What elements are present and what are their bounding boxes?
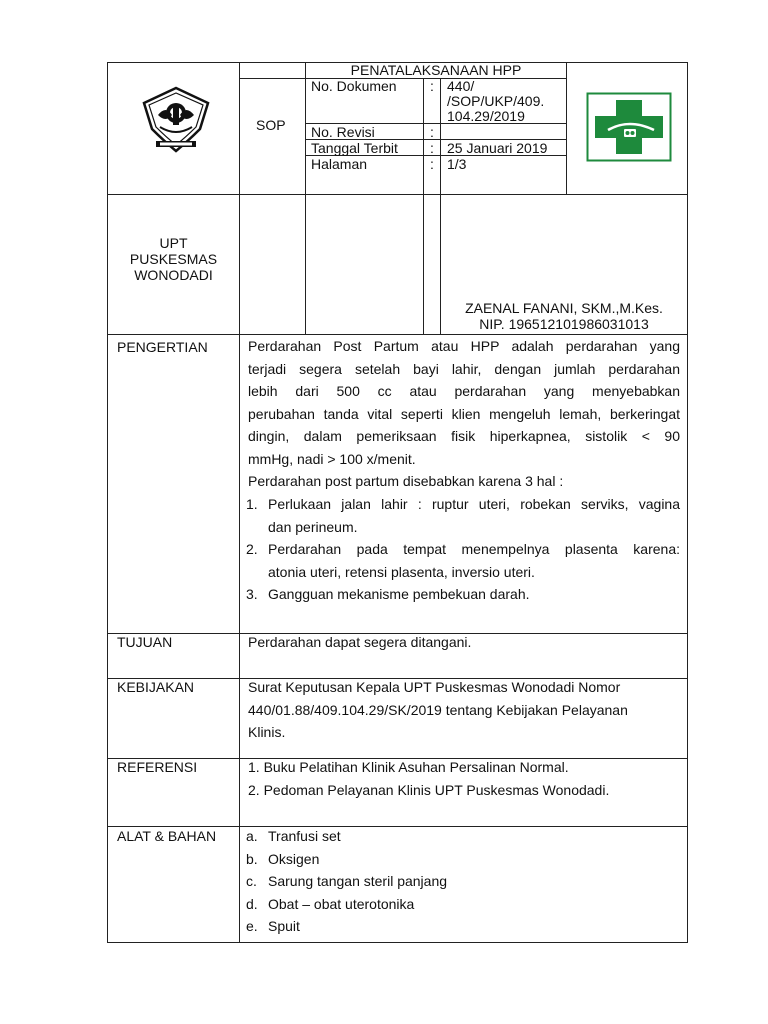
tujuan-text: Perdarahan dapat segera ditangani. [248,634,472,650]
list-item [246,870,680,893]
field-colon: : [430,156,434,172]
list-item-text: Sarung tangan steril panjang [268,873,448,889]
label-column-divider [239,334,240,943]
list-item [246,915,680,938]
field-colon: : [430,78,434,94]
list-item: 2. Pedoman Pelayanan Klinis UPT Puskesmas Wonodadi. [248,781,610,798]
field-label-no-dokumen: No. Dokumen [311,78,397,94]
list-item-text: Oksigen [268,850,320,867]
section-label-kebijakan: KEBIJAKAN [117,679,195,695]
section-label-alat-bahan: ALAT & BAHAN [117,828,217,844]
pengertian-line: mmHg, nadi > 100 x/menit. [248,450,416,467]
title-underline [239,78,566,79]
field-label-halaman: Halaman [311,156,368,172]
kebijakan-line: Klinis. [248,724,286,740]
referensi-list [248,756,680,801]
field-value-no-dokumen-line3: 104.29/2019 [447,108,525,124]
section-label-tujuan: TUJUAN [117,634,173,650]
pengertian-paragraph [248,335,680,493]
header-divider-2 [305,62,306,334]
kebijakan-paragraph [248,676,680,744]
field-value-halaman: 1/3 [447,156,467,172]
list-item-letter: c. [246,873,257,889]
field-label-no-revisi: No. Revisi [311,124,375,140]
list-item-letter: b. [246,850,258,867]
pengertian-line: terjadi segera setelah bayi lahir, dengan jumlah perdarahan [248,360,680,377]
list-item-text: Perlukaan jalan lahir : ruptur uteri, robekan serviks, vagina [268,496,680,512]
regency-emblem-logo [136,85,216,157]
signatory-name: ZAENAL FANANI, SKM.,M.Kes. [465,300,663,316]
field-colon: : [430,124,434,140]
header-divider-1 [239,62,240,334]
institution-line-2: PUSKESMAS [129,251,218,267]
list-item-letter: e. [246,918,258,934]
document-title: PENATALAKSANAAN HPP [350,62,522,78]
row-line-institution [107,194,688,195]
pengertian-causes-intro: Perdarahan post partum disebabkan karena 3 hal : [248,473,564,489]
section-label-pengertian: PENGERTIAN [117,339,208,355]
list-item [246,538,680,583]
table-border-bottom [107,942,688,943]
list-item-text: Perdarahan pada tempat menempelnya plasenta karena: [268,541,680,557]
list-item [246,848,680,871]
field-value-tanggal-terbit: 25 Januari 2019 [447,140,548,156]
list-item [246,825,680,848]
pengertian-line: dingin, dalam pemeriksaan fisik hiperkapnea, sistolik < 90 [248,428,680,444]
pengertian-line: perubahan tanda vital seperti klien mengeluh lemah, berkeringat [248,405,680,422]
list-item-letter: d. [246,895,258,912]
header-divider-4 [440,78,441,334]
list-item-number: 1. [246,496,258,512]
list-item-letter: a. [246,828,258,844]
field-colon: : [430,140,434,156]
kebijakan-line: Surat Keputusan Kepala UPT Puskesmas Wonodadi Nomor [248,679,621,695]
list-item-text: Gangguan mekanisme pembekuan darah. [268,586,530,602]
pengertian-line: lebih dari 500 cc atau perdarahan yang menyebabkan [248,383,680,399]
list-item: 1. Buku Pelatihan Klinik Asuhan Persalinan Normal. [248,759,569,775]
list-item [246,583,680,606]
list-item [246,493,680,538]
pengertian-line: Perdarahan Post Partum atau HPP adalah perdarahan yang [248,338,680,354]
list-item-number: 3. [246,586,258,602]
header-divider-3 [423,78,424,334]
signatory-nip: NIP. 196512101986031013 [479,316,649,332]
kebijakan-line: 440/01.88/409.104.29/SK/2019 tentang Kebijakan Pelayanan [248,701,628,718]
field-value-no-dokumen-line2: /SOP/UKP/409. [447,93,545,109]
list-item-number: 2. [246,541,258,557]
list-item-text: atonia uteri, retensi plasenta, inversio uteri. [268,563,535,580]
header-divider-5 [566,62,567,194]
list-item-text: Obat – obat uterotonika [268,895,415,912]
institution-line-1: UPT [159,235,188,251]
field-value-no-dokumen-line1: 440/ [447,78,475,94]
field-label-tanggal-terbit: Tanggal Terbit [311,140,398,156]
alat-bahan-list [246,825,680,938]
section-label-referensi: REFERENSI [117,759,198,775]
sop-label: SOP [256,117,286,133]
list-item [246,893,680,916]
list-item-text: dan perineum. [268,518,358,535]
puskesmas-cross-logo [586,92,672,162]
causes-list [246,493,680,606]
institution-line-3: WONODADI [134,267,213,283]
list-item-text: Spuit [268,918,300,934]
list-item-text: Tranfusi set [268,828,341,844]
